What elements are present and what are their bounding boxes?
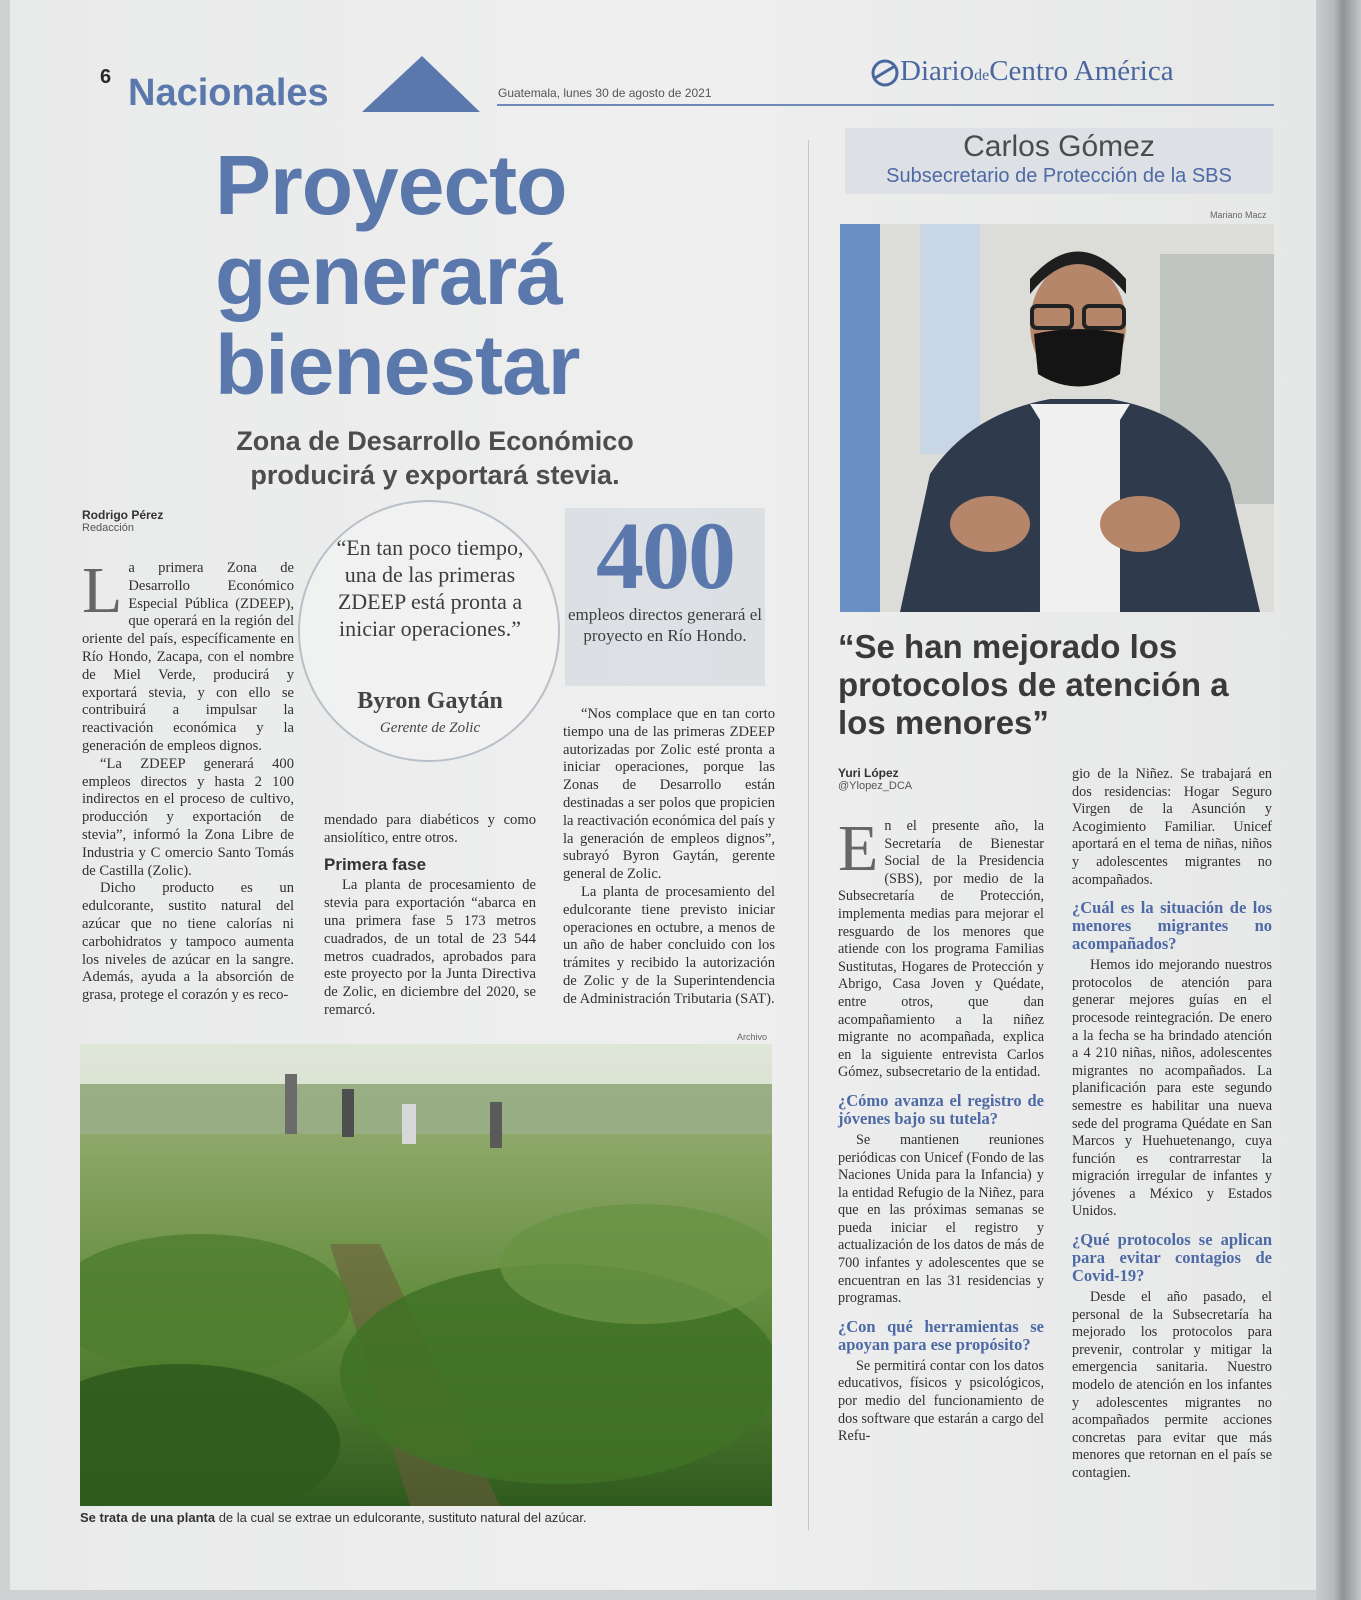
- paragraph-2: “La ZDEEP generará 400 empleos directos y hasta 2 100 indirectos en el proceso de cultivo, producción y exportación de stevia”, informó la Zona Libre de Industria y C omercio Santo Tomás de Castilla (Zolic).: [82, 755, 294, 879]
- question-3: ¿Cuál es la situación de los menores migrantes no acompañados?: [1072, 898, 1272, 954]
- stevia-field-photo: [80, 1044, 772, 1506]
- question-2: ¿Con qué herramientas se apoyan para ese propósito?: [838, 1316, 1044, 1354]
- byline: [82, 508, 163, 534]
- section-triangle-icon: [362, 54, 482, 114]
- paragraph-7: La planta de procesamiento del edulcorante tiene previsto iniciar operaciones en octubre, a menos de un año de haber concluido con los trámites y recibido la autorización de Zolic y de la Superintendencia de Administración Tributaria (SAT).: [563, 883, 775, 1007]
- article-column-3: [563, 706, 775, 1009]
- portrait-photo: [840, 224, 1274, 612]
- page-spine: [1316, 0, 1361, 1600]
- paragraph-1: a primera Zona de Desarrollo Económico Especial Pública (ZDEEP), que operará en la región del oriente del país, específicamente en Río Hondo, Zacapa, con el nombre de Miel Verde, producirá y exportará stevia, y con ello se contribuirá a impulsar la reactivación económica y la generación de empleos dignos.: [82, 560, 294, 754]
- stat-number: 400: [596, 502, 734, 609]
- subheadline: [195, 424, 675, 492]
- caption-bold: Se trata de una planta: [80, 1510, 216, 1525]
- subhead-line-2: producirá y exportará stevia.: [250, 460, 620, 490]
- pullquote-role: Gerente de Zolic: [379, 720, 481, 736]
- article-column-2: [324, 812, 536, 1020]
- interview-author-handle: @Ylopez_DCA: [838, 780, 913, 792]
- masthead: [900, 55, 1174, 88]
- interview-author: Yuri López: [838, 766, 899, 780]
- portrait-credit: Mariano Macz: [1210, 210, 1267, 220]
- interview-dropcap: E: [838, 812, 879, 885]
- column-divider: [808, 140, 809, 1530]
- article-column-1: [82, 554, 294, 1005]
- section-title: Nacionales: [128, 72, 329, 114]
- paragraph-5: La planta de procesamiento de stevia para exportación “abarca en una primera fase 5 173 metros cuadrados, de un total de 23 544 metros cuadrados, aprobados para este proyecto por la Junta Directiva de Zolic, en diciembre del 2020, se remarcó.: [324, 877, 536, 1018]
- paragraph-6: “Nos complace que en tan corto tiempo una de las primeras ZDEEP autorizadas por Zolic esté pronta a iniciar operaciones, porque las Zonas de Desarrollo están destinadas a ser polos que propicien la reactivación económica del país y la generación de empleos dignos”, subrayó Byron Gaytán, gerente general de Zolic.: [563, 706, 775, 883]
- section-subtitle: Primera fase: [324, 854, 427, 874]
- question-1: ¿Cómo avanza el registro de jóvenes bajo su tutela?: [838, 1090, 1044, 1128]
- interviewee-role: Subsecretario de Protección de la SBS: [886, 165, 1232, 187]
- answer-2: Se permitirá contar con los datos educativos, físicos y psicológicos, por medio del funcionamiento de dos software que estarán a cargo del Refu-: [838, 1357, 1044, 1445]
- paragraph-4: mendado para diabéticos y como ansiolítico, entre otros.: [324, 812, 536, 846]
- headline: [215, 140, 735, 410]
- caption-text: de la cual se extrae un edulcorante, sustituto natural del azúcar.: [215, 1510, 587, 1525]
- author-name: Rodrigo Pérez: [82, 508, 164, 522]
- pullquote-name: Byron Gaytán: [357, 688, 503, 714]
- interview-byline: [838, 766, 912, 792]
- pullquote-text: “En tan poco tiempo, una de las primeras ZDEEP está pronta a iniciar operaciones.”: [336, 535, 524, 641]
- dropcap: L: [82, 554, 123, 627]
- answer-3: Hemos ido mejorando nuestros protocolos de atención para generar mejores guías en el procesode reintegración. De enero a la fecha se ha brindado atención a 4 210 niñas, niños, adolescentes migrantes no acompañados. La planificación para este segundo semestre es habilitar una nueva sede del programa Quédate en San Marcos y Huehuetenango, cuya función es contrarrestar la migración irregular de infantes y jóvenes a México y Estados Unidos.: [1072, 957, 1272, 1220]
- header-rule: [497, 104, 1274, 106]
- issue-date: Guatemala, lunes 30 de agosto de 2021: [498, 86, 712, 100]
- stat-text: empleos directos generará el proyecto en Río Hondo.: [568, 605, 762, 645]
- headline-line-1: Proyecto: [215, 138, 567, 232]
- interview-continuation: gio de la Niñez. Se trabajará en dos residencias: Hogar Seguro Virgen de la Asunción y Acogimiento Familiar. Unicef aportará en el tema de niñas, niños y adolescentes migrantes no acompañados.: [1072, 766, 1272, 888]
- paragraph-3: Dicho producto es un edulcorante, sustito natural del azúcar que no tiene calorías ni carbohidratos y tampoco aumenta los niveles de azúcar en la sangre. Además, ayuda a la absorción de grasa, protege el corazón y es reco-: [82, 880, 294, 1004]
- interview-intro: n el presente año, la Secretaría de Bienestar Social de la Presidencia (SBS), por medio de la Subsecretaría de Protección, implementa medias para mejorar el resguardo de los menores que atiende con los programa Familias Sustitutas, Hogares de Protección y Abrigo, Casa Joven y Quédate, entre otros, que dan acompañamiento a la niñez migrante no acompañada, explica en la siguiente entrevista Carlos Gómez, subsecretario de la entidad.: [838, 818, 1044, 1081]
- answer-1: Se mantienen reuniones periódicas con Unicef (Fondo de las Naciones Unida para la Infancia) y la entidad Refugio de la Niñez, para que en las próximas semanas se pueda iniciar el registro y actualización de los datos de más de 700 infantes y adolescentes que se encuentran en las 31 residencias y programas.: [838, 1131, 1044, 1307]
- interview-column-1: [838, 812, 1044, 1446]
- masthead-main: Diario: [900, 55, 975, 87]
- photo-caption: [80, 1510, 780, 1525]
- interview-column-2: [1072, 766, 1272, 1483]
- interviewee-name: Carlos Gómez: [963, 130, 1155, 163]
- masthead-de: de: [974, 67, 990, 84]
- masthead-logo-icon: [870, 58, 900, 88]
- masthead-rest: Centro América: [989, 55, 1174, 87]
- interview-headline: “Se han mejorado los protocolos de atención a los menores”: [838, 628, 1229, 741]
- headline-line-3: bienestar: [215, 318, 580, 412]
- author-role: Redacción: [82, 522, 134, 534]
- answer-4: Desde el año pasado, el personal de la Subsecretaría ha mejorado los protocolos para prevenir, controlar y mitigar la emergencia sanitaria. Nuestro modelo de atención en los infantes y adolescentes migrantes no acompañados permite acciones concretas para evitar que más menores que retornan en el país se contagien.: [1072, 1289, 1272, 1481]
- photo-credit: Archivo: [737, 1032, 768, 1042]
- question-4: ¿Qué protocolos se aplican para evitar contagios de Covid-19?: [1072, 1230, 1272, 1286]
- headline-line-2: generará: [215, 228, 562, 322]
- subhead-line-1: Zona de Desarrollo Económico: [236, 426, 634, 456]
- page-number: 6: [100, 66, 112, 88]
